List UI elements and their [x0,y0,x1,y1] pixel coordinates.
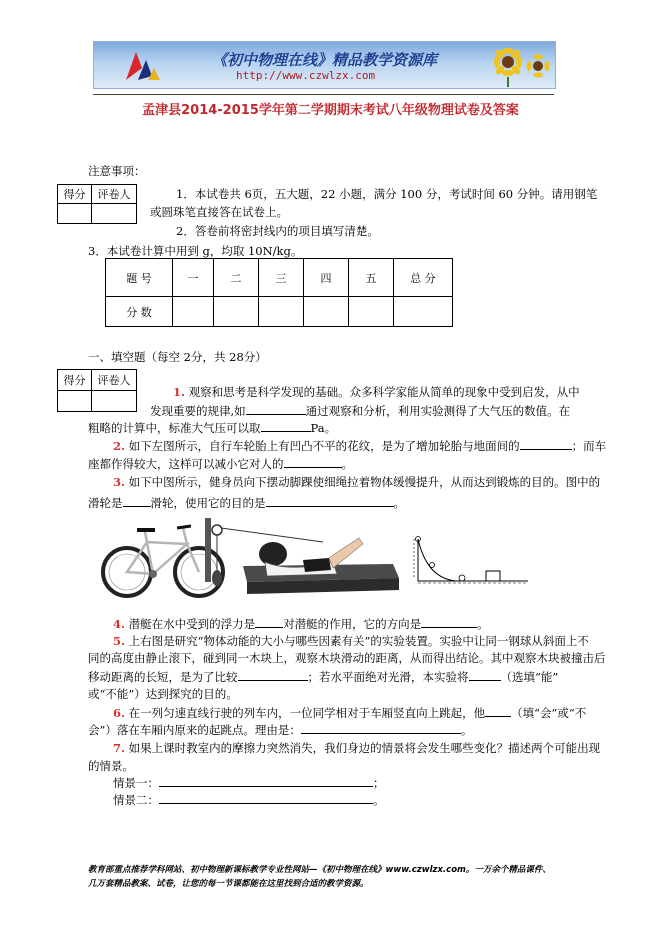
answer-blank[interactable] [261,420,311,432]
answer-blank[interactable] [485,705,511,717]
question-number: 5. [113,634,126,648]
question-1-line1 [173,385,580,399]
question-text: 潜艇在水中受到的浮力是 [128,617,256,631]
question-text: 。 [460,723,473,737]
score-input-cell[interactable] [214,297,259,327]
question-number: 2. [113,439,126,453]
question-5-line2: 同的高度由静止滚下，碰到同一木块上，观察木块滑动的距离，从而得出结论。其中观察木块被撞击后 [88,651,606,665]
question-number: 3. [113,475,126,489]
score-table-header: 三 [259,259,304,297]
score-table-header: 题 号 [106,259,173,297]
grader-cell[interactable] [92,391,137,412]
question-text: 如下中图所示，健身员向下摆动脚踝使细绳拉着物体缓慢提升，从而达到锻炼的目的。图中的 [128,475,601,489]
score-label: 得分 [58,370,92,391]
question-text: 在一列匀速直线行驶的列车内，一位同学相对于车厢竖直向上跳起，他 [128,706,486,720]
question-text: Pa。 [310,421,337,435]
document-title: 孟津县2014-2015学年第二学期期末考试八年级物理试卷及答案 [142,103,519,118]
question-3-line2 [88,495,405,510]
question-number: 1. [173,385,186,399]
answer-blank[interactable] [421,616,477,628]
answer-blank[interactable] [159,775,373,787]
question-1-line3 [88,420,336,435]
score-table-header: 一 [173,259,214,297]
fitness-pulley-image [203,518,403,602]
answer-blank[interactable] [123,495,151,507]
scene-label: 情景二： [113,793,159,807]
question-text: 对潜艇的作用，它的方向是 [283,617,422,631]
question-text: 粗略的计算中，标准大气压可以取 [88,421,261,435]
answer-blank[interactable] [238,669,308,681]
note-item-3: 3．本试卷计算中用到 g，均取 10N/kg。 [88,244,303,258]
question-2-line1 [113,438,606,453]
question-5-line1 [113,634,589,648]
question-number: 7. [113,741,126,755]
grader-label: 评卷人 [92,185,137,204]
answer-blank[interactable] [469,669,501,681]
question-4-line1 [113,616,489,631]
answer-blank[interactable] [301,722,461,734]
question-text: 观察和思考是科学发现的基础。众多科学家能从简单的现象中受到启发，从中 [188,385,580,399]
answer-blank[interactable] [284,456,342,468]
score-row-label: 分 数 [106,297,173,327]
question-text: （填“会”或“不 [511,706,587,720]
question-text: ； [373,776,385,790]
scene-label: 情景一： [113,776,159,790]
scene-1-line [113,775,385,790]
question-text: 。 [341,457,353,471]
question-1-line2 [150,403,570,418]
score-input-cell[interactable] [394,297,453,327]
score-input-cell[interactable] [304,297,349,327]
score-cell[interactable] [58,204,92,224]
grader-box-1 [57,184,137,224]
question-text: 如下左图所示，自行车轮胎上有凹凸不平的花纹，是为了增加轮胎与地面间的 [128,439,520,453]
question-text: 通过观察和分析，利用实验测得了大气压的数值。在 [305,404,571,418]
answer-blank[interactable] [246,403,306,415]
question-text: ；而车 [571,439,607,453]
answer-blank[interactable] [520,438,572,450]
question-text: 如果上课时教室内的摩擦力突然消失，我们身边的情景将会发生哪些变化？描述两个可能出现 [128,741,601,755]
score-cell[interactable] [58,391,92,412]
question-text: 移动距离的长短，是为了比较 [88,670,238,684]
banner-url[interactable]: http://www.czwlzx.com [236,69,376,82]
footer-line-2: 几万套精品教案、试卷，让您的每一节课都能在这里找到合适的教学资源。 [88,879,369,889]
notes-heading: 注意事项： [88,164,146,178]
score-input-cell[interactable] [173,297,214,327]
question-text: 上右图是研究“物体动能的大小与哪些因素有关”的实验装置。实验中让同一钢球从斜面上不 [128,634,589,648]
question-5-line3 [88,669,558,684]
question-7-line1 [113,741,600,755]
answer-blank[interactable] [159,792,373,804]
question-text: 滑轮，使用它的目的是 [150,496,266,510]
question-7-line2: 的情景。 [88,759,134,773]
grader-cell[interactable] [92,204,137,224]
note-item-1b: 或圆珠笔直接答在试卷上。 [150,205,288,219]
question-text: 座都作得较大，这样可以减小它对人的 [88,457,284,471]
question-2-line2 [88,456,353,471]
note-item-2: 2．答卷前将密封线内的项目填写清楚。 [176,224,379,238]
footer-line-1: 教育部重点推荐学科网站、初中物理新课标教学专业性网站—《初中物理在线》www.czwlzx.com。一万余个精品课件、 [88,865,551,875]
score-table-header: 四 [304,259,349,297]
question-text: 。 [477,617,489,631]
question-text: 滑轮是 [88,496,123,510]
answer-blank[interactable] [255,616,283,628]
question-5-line4: 或“不能”）达到探究的目的。 [88,687,238,701]
section1-heading: 一、填空题（每空 2分，共 28分） [88,350,267,364]
question-6-line2 [88,722,472,737]
header-banner [93,41,556,89]
question-text: 。 [373,793,385,807]
question-text: （选填“能” [500,670,559,684]
score-table-header: 五 [349,259,394,297]
score-input-cell[interactable] [259,297,304,327]
question-text: 会”）落在车厢内原来的起跳点。理由是： [88,723,301,737]
note-item-1a: 1．本试卷共 6页，五大题，22 小题，满分 100 分，考试时间 60 分钟。请用钢笔 [176,187,598,201]
question-6-line1 [113,705,586,720]
scene-2-line [113,792,385,807]
grader-box-2 [57,369,137,412]
question-text: 。 [393,496,405,510]
question-text: ；若水平面绝对光滑，本实验将 [307,670,469,684]
banner-title: 《初中物理在线》精品教学资源库 [212,51,438,69]
question-text: 发现重要的规律,如 [150,404,246,418]
question-3-line1 [113,475,600,489]
score-table-header: 总 分 [394,259,453,297]
question-number: 4. [113,617,126,631]
question-number: 6. [113,706,126,720]
ramp-experiment-image [410,535,530,587]
grader-label: 评卷人 [92,370,137,391]
answer-blank[interactable] [266,495,394,507]
score-table-header: 二 [214,259,259,297]
score-table [105,258,453,327]
score-label: 得分 [58,185,92,204]
score-input-cell[interactable] [349,297,394,327]
sunflower-image [486,43,552,87]
header-divider [93,94,554,95]
site-logo-icon [122,46,162,84]
